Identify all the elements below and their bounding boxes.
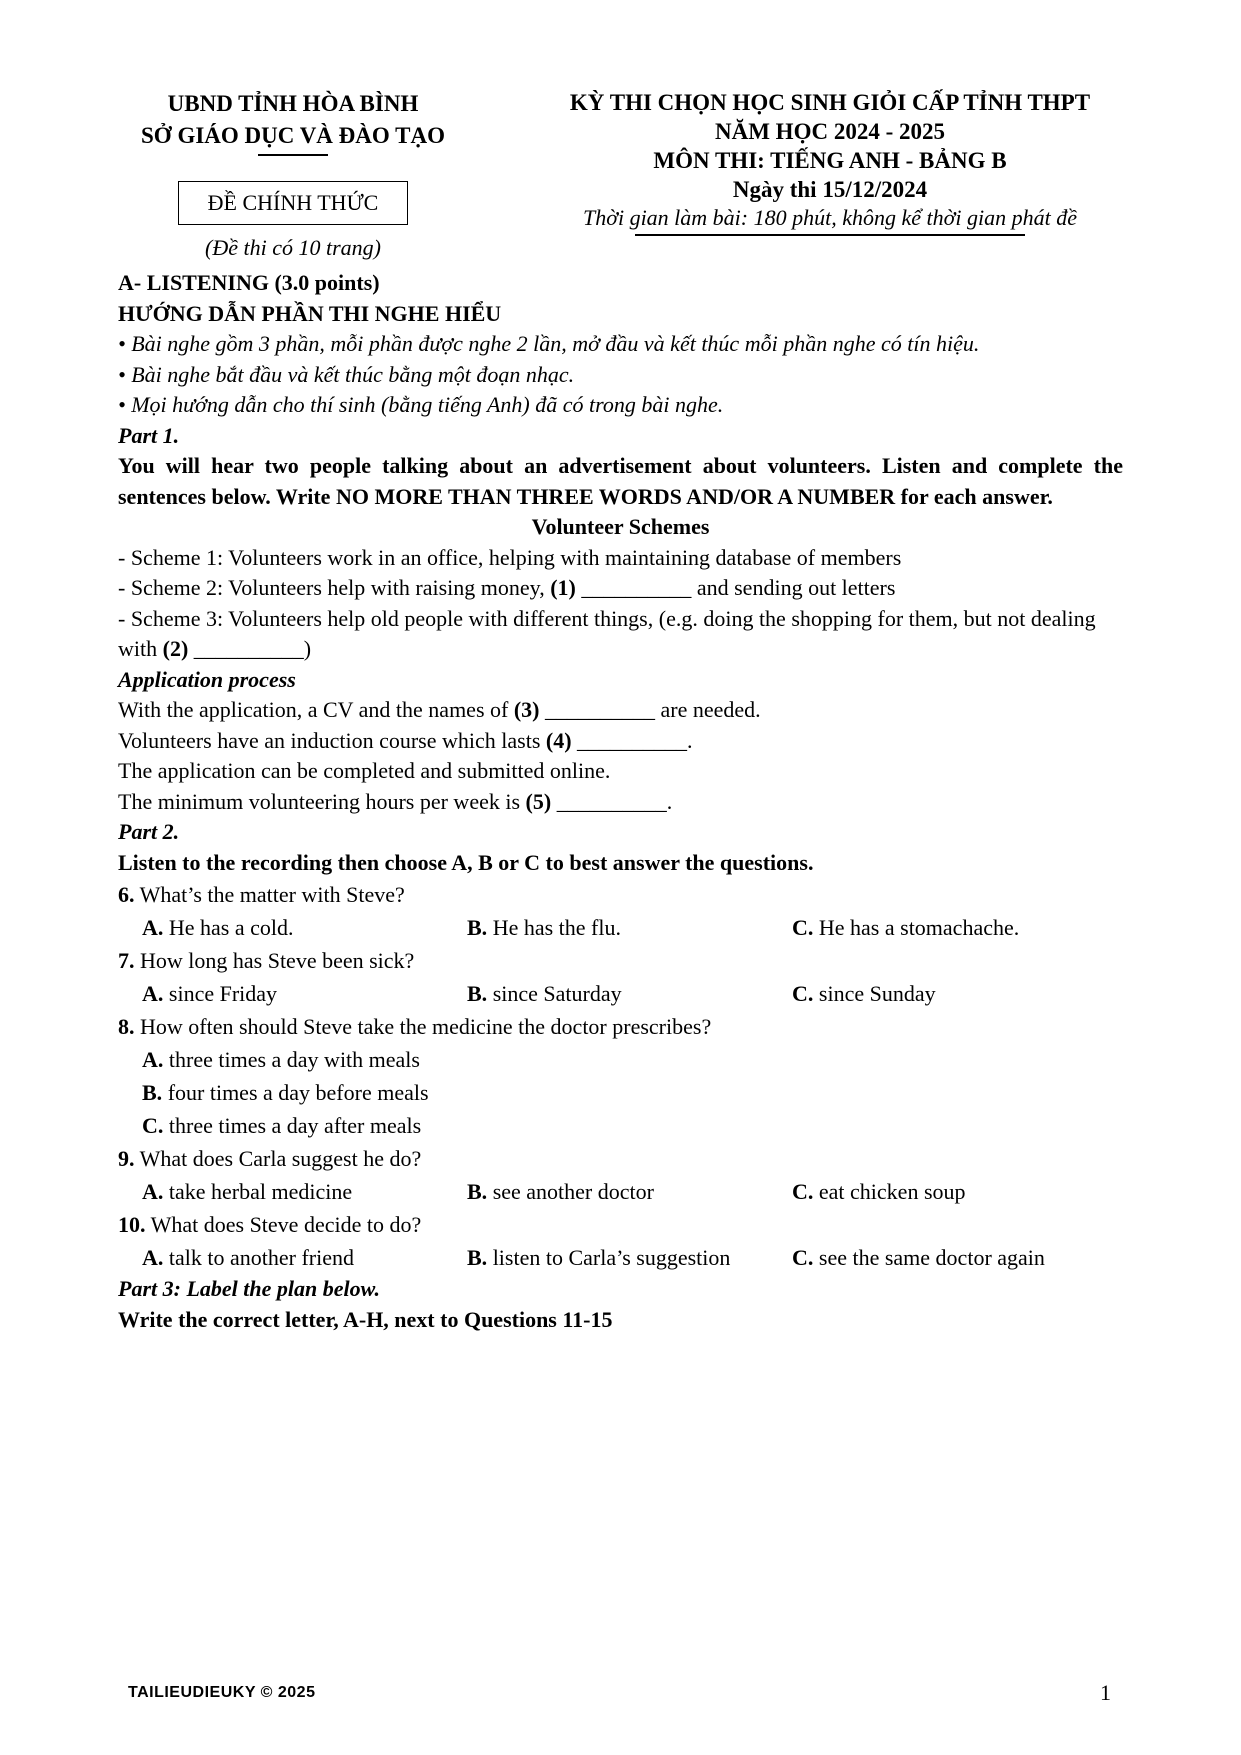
- guide-line: • Mọi hướng dẫn cho thí sinh (bằng tiếng Anh) đã có trong bài nghe.: [118, 392, 724, 417]
- part2-instruction: Listen to the recording then choose A, B or C to best answer the questions.: [118, 849, 814, 875]
- question-text: How often should Steve take the medicine the doctor prescribes?: [134, 1014, 712, 1039]
- option-c: [792, 1175, 966, 1208]
- gap-blank: __________): [188, 636, 312, 661]
- part1-heading: Volunteer Schemes: [531, 514, 710, 539]
- option-key: C.: [792, 1245, 814, 1270]
- gap-number: (2): [162, 636, 189, 661]
- issuer-line-1: UBND TỈNH HÒA BÌNH: [167, 91, 419, 116]
- guide-title: HƯỚNG DẪN PHẦN THI NGHE HIỂU: [118, 300, 502, 326]
- process-line-5: [118, 787, 1123, 818]
- exam-header: [490, 88, 1170, 236]
- option-c: [792, 1241, 1045, 1274]
- option-a: [142, 1241, 467, 1274]
- question-10-options: [118, 1241, 1123, 1274]
- option-a: [142, 1175, 467, 1208]
- option-text: He has the flu.: [487, 915, 621, 940]
- option-b: [467, 911, 792, 944]
- option-key: A.: [142, 1047, 164, 1072]
- part3-label: Part 3: Label the plan below.: [118, 1276, 380, 1301]
- option-key: A.: [142, 915, 164, 940]
- option-c: [118, 1109, 1123, 1142]
- official-exam-box: ĐỀ CHÍNH THỨC: [178, 181, 408, 225]
- option-text: three times a day with meals: [163, 1047, 420, 1072]
- gap-number: (5): [525, 788, 552, 814]
- option-key: B.: [467, 915, 488, 940]
- question-text: What does Steve decide to do?: [145, 1212, 422, 1237]
- option-key: B.: [142, 1080, 163, 1105]
- option-key: A.: [142, 1179, 164, 1204]
- exam-subject: MÔN THI: TIẾNG ANH - BẢNG B: [653, 148, 1007, 173]
- part1-label: Part 1.: [118, 422, 180, 448]
- issuer-line-2: SỞ GIÁO DỤC VÀ ĐÀO TẠO: [141, 123, 445, 148]
- scheme-3: [118, 604, 1123, 665]
- exam-body: [118, 268, 1123, 1335]
- question-number: 8.: [118, 1014, 135, 1039]
- process-heading: Application process: [118, 666, 296, 692]
- process-text: Volunteers have an induction course which lasts: [118, 727, 546, 753]
- exam-title: KỲ THI CHỌN HỌC SINH GIỎI CẤP TỈNH THPT: [569, 90, 1091, 115]
- option-key: C.: [792, 1179, 814, 1204]
- question-6: [118, 878, 1123, 911]
- question-text: What does Carla suggest he do?: [134, 1146, 422, 1171]
- process-line-4: [118, 726, 1123, 757]
- option-text: three times a day after meals: [163, 1113, 422, 1138]
- page-number: 1: [1100, 1680, 1111, 1705]
- question-text: What’s the matter with Steve?: [134, 882, 405, 907]
- option-key: B.: [467, 1179, 488, 1204]
- guide-line: • Bài nghe bắt đầu và kết thúc bằng một đoạn nhạc.: [118, 361, 575, 387]
- option-text: see the same doctor again: [813, 1245, 1045, 1270]
- option-key: A.: [142, 981, 164, 1006]
- gap-number: (4): [545, 727, 572, 753]
- option-text: listen to Carla’s suggestion: [487, 1245, 731, 1270]
- option-key: C.: [792, 915, 814, 940]
- gap-number: (3): [513, 697, 540, 722]
- option-key: A.: [142, 1245, 164, 1270]
- scheme-3-text: - Scheme 3: Volunteers help old people with different things, (e.g. doing the shopping for them, but not dealing with: [118, 605, 1096, 661]
- option-text: four times a day before meals: [162, 1080, 429, 1105]
- option-text: He has a cold.: [163, 915, 294, 940]
- gap-blank: __________ are needed.: [539, 697, 761, 722]
- option-key: B.: [467, 981, 488, 1006]
- school-year: NĂM HỌC 2024 - 2025: [715, 119, 945, 144]
- option-text: since Saturday: [487, 981, 622, 1006]
- scheme-2-text: - Scheme 2: Volunteers help with raising money,: [118, 575, 551, 600]
- question-10: [118, 1208, 1123, 1241]
- option-a: [142, 977, 467, 1010]
- question-text: How long has Steve been sick?: [134, 948, 415, 973]
- option-c: [792, 977, 936, 1010]
- option-c: [792, 911, 1019, 944]
- option-key: C.: [792, 981, 814, 1006]
- option-b: [118, 1076, 1123, 1109]
- question-9: [118, 1142, 1123, 1175]
- option-text: see another doctor: [487, 1179, 654, 1204]
- option-text: since Sunday: [813, 981, 936, 1006]
- question-number: 7.: [118, 948, 135, 973]
- part2-label: Part 2.: [118, 819, 180, 844]
- scheme-1: - Scheme 1: Volunteers work in an office, helping with maintaining database of members: [118, 544, 902, 570]
- question-7-options: [118, 977, 1123, 1010]
- process-text: With the application, a CV and the names of: [118, 697, 514, 722]
- guide-line: • Bài nghe gồm 3 phần, mỗi phần được nghe 2 lần, mở đầu và kết thúc mỗi phần nghe có tín hiệu.: [118, 331, 980, 356]
- footer-brand: TAILIEUDIEUKY © 2025: [128, 1684, 316, 1701]
- option-text: take herbal medicine: [163, 1179, 353, 1204]
- issuer-divider: [258, 154, 328, 156]
- pages-note: (Đề thi có 10 trang): [205, 235, 381, 260]
- section-a-title: A- LISTENING (3.0 points): [118, 270, 380, 295]
- option-a: [118, 1043, 1123, 1076]
- question-7: [118, 944, 1123, 977]
- question-number: 6.: [118, 882, 135, 907]
- gap-blank: __________.: [551, 788, 673, 814]
- question-6-options: [118, 911, 1123, 944]
- gap-number: (1): [550, 575, 576, 600]
- option-b: [467, 1241, 792, 1274]
- process-line-3: [118, 695, 1123, 726]
- question-8: [118, 1010, 1123, 1043]
- gap-blank: __________ and sending out letters: [575, 575, 896, 600]
- exam-date: Ngày thi 15/12/2024: [732, 177, 928, 202]
- option-b: [467, 1175, 792, 1208]
- option-text: He has a stomachache.: [813, 915, 1020, 940]
- process-line-online: The application can be completed and submitted online.: [118, 758, 611, 783]
- gap-blank: __________.: [571, 727, 693, 753]
- exam-duration: Thời gian làm bài: 180 phút, không kể thời gian phát đề: [582, 205, 1077, 230]
- option-text: talk to another friend: [163, 1245, 354, 1270]
- part3-instruction: Write the correct letter, A-H, next to Questions 11-15: [118, 1306, 613, 1332]
- option-key: B.: [467, 1245, 488, 1270]
- issuer-header: [118, 88, 468, 156]
- question-number: 9.: [118, 1146, 135, 1171]
- option-text: eat chicken soup: [813, 1179, 966, 1204]
- option-b: [467, 977, 792, 1010]
- question-9-options: [118, 1175, 1123, 1208]
- option-a: [142, 911, 467, 944]
- exam-header-divider: [635, 234, 1025, 236]
- question-number: 10.: [118, 1212, 146, 1237]
- process-text: The minimum volunteering hours per week is: [118, 788, 526, 814]
- part1-instruction: You will hear two people talking about an advertisement about volunteers. Listen and complete the sentences below. Write NO MORE THAN THREE WORDS AND/OR A NUMBER for each answer.: [118, 453, 1123, 509]
- option-text: since Friday: [163, 981, 278, 1006]
- option-key: C.: [142, 1113, 164, 1138]
- scheme-2: [118, 573, 1123, 604]
